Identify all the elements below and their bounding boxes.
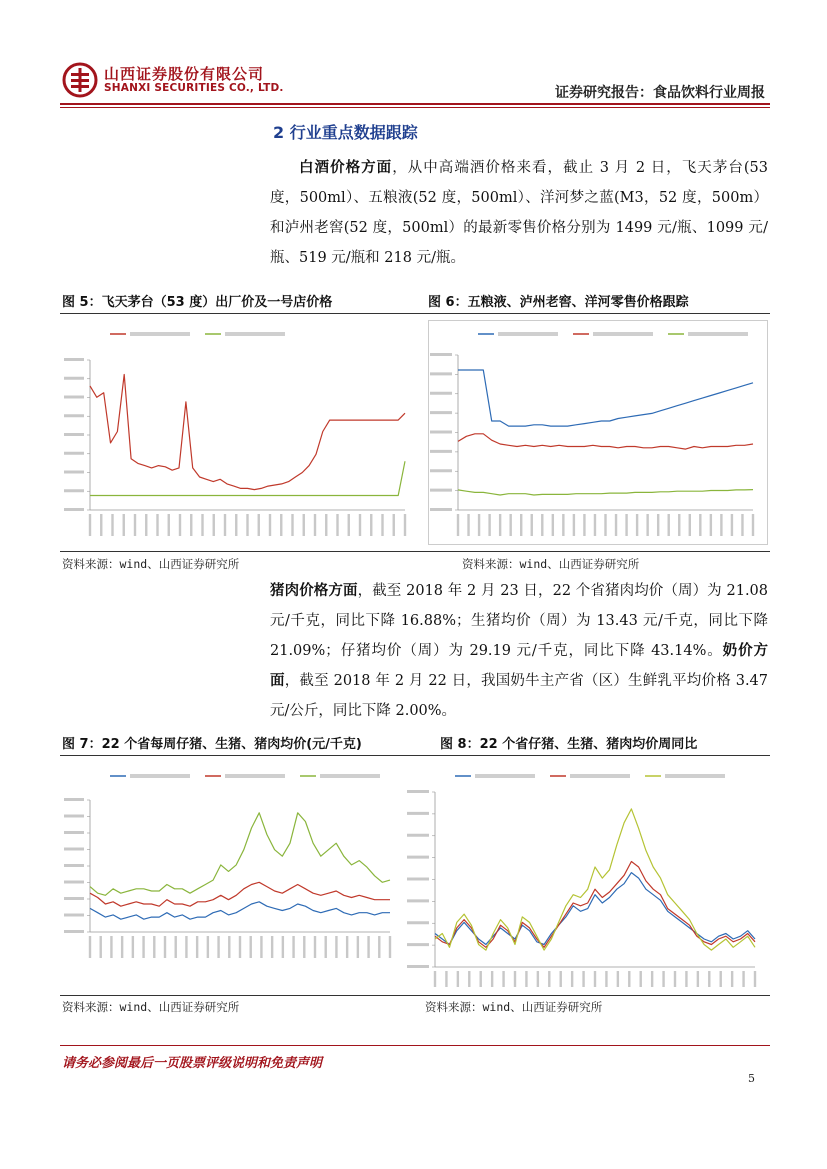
page-number: 5 xyxy=(748,1072,755,1085)
x-tick-label xyxy=(336,514,338,536)
x-tick-label xyxy=(541,514,543,536)
x-tick-label xyxy=(741,514,743,536)
x-tick-label xyxy=(604,514,606,536)
legend-label xyxy=(688,332,748,336)
x-tick-label xyxy=(291,514,293,536)
x-tick-label xyxy=(720,514,722,536)
fig6-chart xyxy=(428,320,768,545)
x-tick-label xyxy=(190,514,192,536)
x-tick-label xyxy=(142,936,144,958)
x-tick-label xyxy=(381,514,383,536)
series-line xyxy=(458,434,753,449)
fig8-chart-svg xyxy=(405,762,767,987)
x-tick-label xyxy=(617,971,619,987)
legend-label xyxy=(570,774,630,778)
fig7-chart-svg xyxy=(62,762,402,987)
x-tick-label xyxy=(552,514,554,536)
fig5-chart xyxy=(62,320,417,545)
x-tick-label xyxy=(196,936,198,958)
x-tick-label xyxy=(314,936,316,958)
x-tick-label xyxy=(537,971,539,987)
milk-lead: 奶价方面 xyxy=(270,643,768,689)
x-tick-label xyxy=(657,514,659,536)
x-tick-label xyxy=(708,971,710,987)
x-tick-label xyxy=(228,936,230,958)
x-tick-label xyxy=(662,971,664,987)
x-tick-label xyxy=(467,514,469,536)
y-tick-label xyxy=(64,433,84,436)
x-tick-label xyxy=(134,514,136,536)
pork-lead: 猪肉价格方面 xyxy=(270,583,358,599)
y-tick-label xyxy=(430,450,452,453)
x-tick-label xyxy=(335,936,337,958)
x-tick-label xyxy=(156,514,158,536)
y-tick-label xyxy=(64,489,84,492)
fig7-caption: 图 7：22 个省每周仔猪、生猪、猪肉均价(元/千克) xyxy=(62,737,362,752)
x-tick-label xyxy=(583,514,585,536)
x-tick-label xyxy=(164,936,166,958)
x-tick-label xyxy=(636,514,638,536)
x-tick-label xyxy=(280,514,282,536)
x-tick-label xyxy=(224,514,226,536)
legend-label xyxy=(665,774,725,778)
x-tick-label xyxy=(731,514,733,536)
x-tick-label xyxy=(697,971,699,987)
x-tick-label xyxy=(480,971,482,987)
x-tick-label xyxy=(89,514,91,536)
fig-bottom-rule-2 xyxy=(60,995,770,996)
y-tick-label xyxy=(430,372,452,375)
x-tick-label xyxy=(488,514,490,536)
x-tick-label xyxy=(434,971,436,987)
company-name-en: SHANXI SECURITIES CO., LTD. xyxy=(104,82,284,94)
series-line xyxy=(435,862,755,948)
x-tick-label xyxy=(499,514,501,536)
header-divider-thin xyxy=(60,107,770,108)
x-tick-label xyxy=(491,971,493,987)
x-tick-label xyxy=(646,514,648,536)
x-tick-label xyxy=(100,936,102,958)
x-tick-label xyxy=(457,514,459,536)
y-tick-label xyxy=(407,812,429,815)
baijiu-text: ，从中高端酒价格来看，截止 3 月 2 日，飞天茅台(53 度，500ml）、五粮液(52 度，500ml）、洋河梦之蓝(M3，52 度，500m） 和泸州老窖(52 度，500ml）的最新零售价格分别为 1499 元/瓶、1099 元/瓶、519 元/瓶和 218 元/瓶。 xyxy=(270,160,768,266)
x-tick-label xyxy=(260,936,262,958)
series-line xyxy=(435,873,755,945)
x-tick-label xyxy=(699,514,701,536)
x-tick-label xyxy=(594,971,596,987)
fig5-chart-svg xyxy=(62,320,417,545)
x-tick-label xyxy=(562,514,564,536)
x-tick-label xyxy=(357,936,359,958)
y-tick-label xyxy=(430,489,452,492)
x-tick-label xyxy=(457,971,459,987)
y-tick-label xyxy=(64,864,84,867)
fig-caption-rule-2 xyxy=(60,755,770,756)
x-tick-label xyxy=(282,936,284,958)
x-tick-label xyxy=(132,936,134,958)
x-tick-label xyxy=(110,936,112,958)
fig7-chart xyxy=(62,762,402,987)
pork-text: ，截至 2018 年 2 月 23 日，22 个省猪肉均价（周）为 21.08 元/千克，同比下降 16.88%；生猪均价（周）为 13.43 元/千克，同比下降 21.09%；仔猪均价（周）为 29.19 元/千克，同比下降 43.14%。 xyxy=(270,583,769,659)
x-tick-label xyxy=(346,936,348,958)
fig-caption-rule xyxy=(60,313,770,314)
legend-label xyxy=(225,332,285,336)
fig5-caption: 图 5：飞天茅台（53 度）出厂价及一号店价格 xyxy=(62,295,333,310)
x-tick-label xyxy=(752,514,754,536)
x-tick-label xyxy=(615,514,617,536)
series-line xyxy=(90,902,390,919)
y-tick-label xyxy=(407,965,429,968)
series-line xyxy=(90,461,405,495)
footer-divider xyxy=(60,1045,770,1046)
y-tick-label xyxy=(430,431,452,434)
x-tick-label xyxy=(217,936,219,958)
x-tick-label xyxy=(531,514,533,536)
fig8-chart xyxy=(405,762,767,987)
y-tick-label xyxy=(407,878,429,881)
x-tick-label xyxy=(668,514,670,536)
milk-text: ，截至 2018 年 2 月 22 日，我国奶牛主产省（区）生鲜乳平均价格 3.47 元/公斤，同比下降 2.00%。 xyxy=(270,673,769,719)
x-tick-label xyxy=(235,514,237,536)
x-tick-label xyxy=(303,936,305,958)
x-tick-label xyxy=(325,936,327,958)
fig6-source: 资料来源：wind、山西证券研究所 xyxy=(462,557,640,571)
x-tick-label xyxy=(571,971,573,987)
y-tick-label xyxy=(64,508,84,511)
x-tick-label xyxy=(742,971,744,987)
legend-label xyxy=(225,774,285,778)
x-tick-label xyxy=(185,936,187,958)
y-tick-label xyxy=(407,943,429,946)
x-tick-label xyxy=(640,971,642,987)
x-tick-label xyxy=(710,514,712,536)
x-tick-label xyxy=(325,514,327,536)
fig-bottom-rule xyxy=(60,551,770,552)
x-tick-label xyxy=(111,514,113,536)
pork-paragraph xyxy=(270,576,768,726)
x-tick-label xyxy=(348,514,350,536)
series-line xyxy=(90,375,405,490)
y-tick-label xyxy=(430,469,452,472)
x-tick-label xyxy=(370,514,372,536)
x-tick-label xyxy=(246,514,248,536)
y-tick-label xyxy=(407,899,429,902)
x-tick-label xyxy=(625,514,627,536)
fig6-chart-svg xyxy=(428,320,768,545)
x-tick-label xyxy=(628,971,630,987)
x-tick-label xyxy=(367,936,369,958)
y-tick-label xyxy=(430,392,452,395)
x-tick-label xyxy=(100,514,102,536)
x-tick-label xyxy=(303,514,305,536)
y-tick-label xyxy=(64,831,84,834)
legend-label xyxy=(475,774,535,778)
fig8-caption: 图 8：22 个省仔猪、生猪、猪肉均价周同比 xyxy=(440,737,698,752)
disclaimer: 请务必参阅最后一页股票评级说明和免责声明 xyxy=(62,1056,323,1071)
x-tick-label xyxy=(731,971,733,987)
shanxi-securities-logo-icon xyxy=(62,62,98,98)
x-tick-label xyxy=(525,971,527,987)
y-tick-label xyxy=(64,848,84,851)
header-divider xyxy=(60,103,770,105)
x-tick-label xyxy=(548,971,550,987)
y-tick-label xyxy=(64,914,84,917)
x-tick-label xyxy=(514,971,516,987)
y-tick-label xyxy=(64,358,84,361)
y-tick-label xyxy=(430,411,452,414)
series-line xyxy=(90,813,390,896)
x-tick-label xyxy=(393,514,395,536)
x-tick-label xyxy=(145,514,147,536)
y-tick-label xyxy=(430,353,452,356)
y-tick-label xyxy=(64,897,84,900)
x-tick-label xyxy=(520,514,522,536)
x-tick-label xyxy=(478,514,480,536)
x-tick-label xyxy=(605,971,607,987)
x-tick-label xyxy=(678,514,680,536)
legend-label xyxy=(130,774,190,778)
x-tick-label xyxy=(468,971,470,987)
x-tick-label xyxy=(89,936,91,958)
x-tick-label xyxy=(502,971,504,987)
x-tick-label xyxy=(168,514,170,536)
x-tick-label xyxy=(359,514,361,536)
y-tick-label xyxy=(64,798,84,801)
x-tick-label xyxy=(123,514,125,536)
y-tick-label xyxy=(430,508,452,511)
x-tick-label xyxy=(651,971,653,987)
y-tick-label xyxy=(64,452,84,455)
x-tick-label xyxy=(153,936,155,958)
x-tick-label xyxy=(121,936,123,958)
x-tick-label xyxy=(213,514,215,536)
chart-border xyxy=(429,321,768,545)
x-tick-label xyxy=(250,936,252,958)
x-tick-label xyxy=(389,936,391,958)
company-name-cn: 山西证券股份有限公司 xyxy=(104,65,265,83)
y-tick-label xyxy=(64,930,84,933)
x-tick-label xyxy=(509,514,511,536)
x-tick-label xyxy=(685,971,687,987)
x-tick-label xyxy=(560,971,562,987)
x-tick-label xyxy=(258,514,260,536)
fig5-source: 资料来源：wind、山西证券研究所 xyxy=(62,557,240,571)
y-tick-label xyxy=(407,790,429,793)
x-tick-label xyxy=(378,936,380,958)
x-tick-label xyxy=(207,936,209,958)
x-tick-label xyxy=(689,514,691,536)
y-tick-label xyxy=(64,396,84,399)
y-tick-label xyxy=(64,414,84,417)
y-tick-label xyxy=(64,377,84,380)
x-tick-label xyxy=(445,971,447,987)
x-tick-label xyxy=(674,971,676,987)
x-tick-label xyxy=(594,514,596,536)
x-tick-label xyxy=(269,514,271,536)
series-line xyxy=(435,809,755,950)
fig8-source: 资料来源：wind、山西证券研究所 xyxy=(425,1000,603,1014)
baijiu-paragraph xyxy=(270,153,768,273)
y-tick-label xyxy=(407,921,429,924)
series-line xyxy=(458,490,753,495)
x-tick-label xyxy=(754,971,756,987)
x-tick-label xyxy=(314,514,316,536)
y-tick-label xyxy=(64,815,84,818)
x-tick-label xyxy=(179,514,181,536)
y-tick-label xyxy=(64,471,84,474)
x-tick-label xyxy=(292,936,294,958)
x-tick-label xyxy=(582,971,584,987)
y-tick-label xyxy=(407,834,429,837)
series-line xyxy=(90,882,390,906)
x-tick-label xyxy=(175,936,177,958)
baijiu-lead: 白酒价格方面 xyxy=(299,160,393,176)
x-tick-label xyxy=(201,514,203,536)
x-tick-label xyxy=(720,971,722,987)
legend-label xyxy=(593,332,653,336)
y-tick-label xyxy=(64,881,84,884)
x-tick-label xyxy=(404,514,406,536)
x-tick-label xyxy=(271,936,273,958)
series-line xyxy=(458,370,753,426)
x-tick-label xyxy=(239,936,241,958)
fig6-caption: 图 6：五粮液、泸州老窖、洋河零售价格跟踪 xyxy=(428,295,689,310)
legend-label xyxy=(498,332,558,336)
section-title: 2 行业重点数据跟踪 xyxy=(273,123,418,142)
fig7-source: 资料来源：wind、山西证券研究所 xyxy=(62,1000,240,1014)
legend-label xyxy=(130,332,190,336)
legend-label xyxy=(320,774,380,778)
report-title: 证券研究报告：食品饮料行业周报 xyxy=(555,85,765,101)
x-tick-label xyxy=(573,514,575,536)
y-tick-label xyxy=(407,856,429,859)
